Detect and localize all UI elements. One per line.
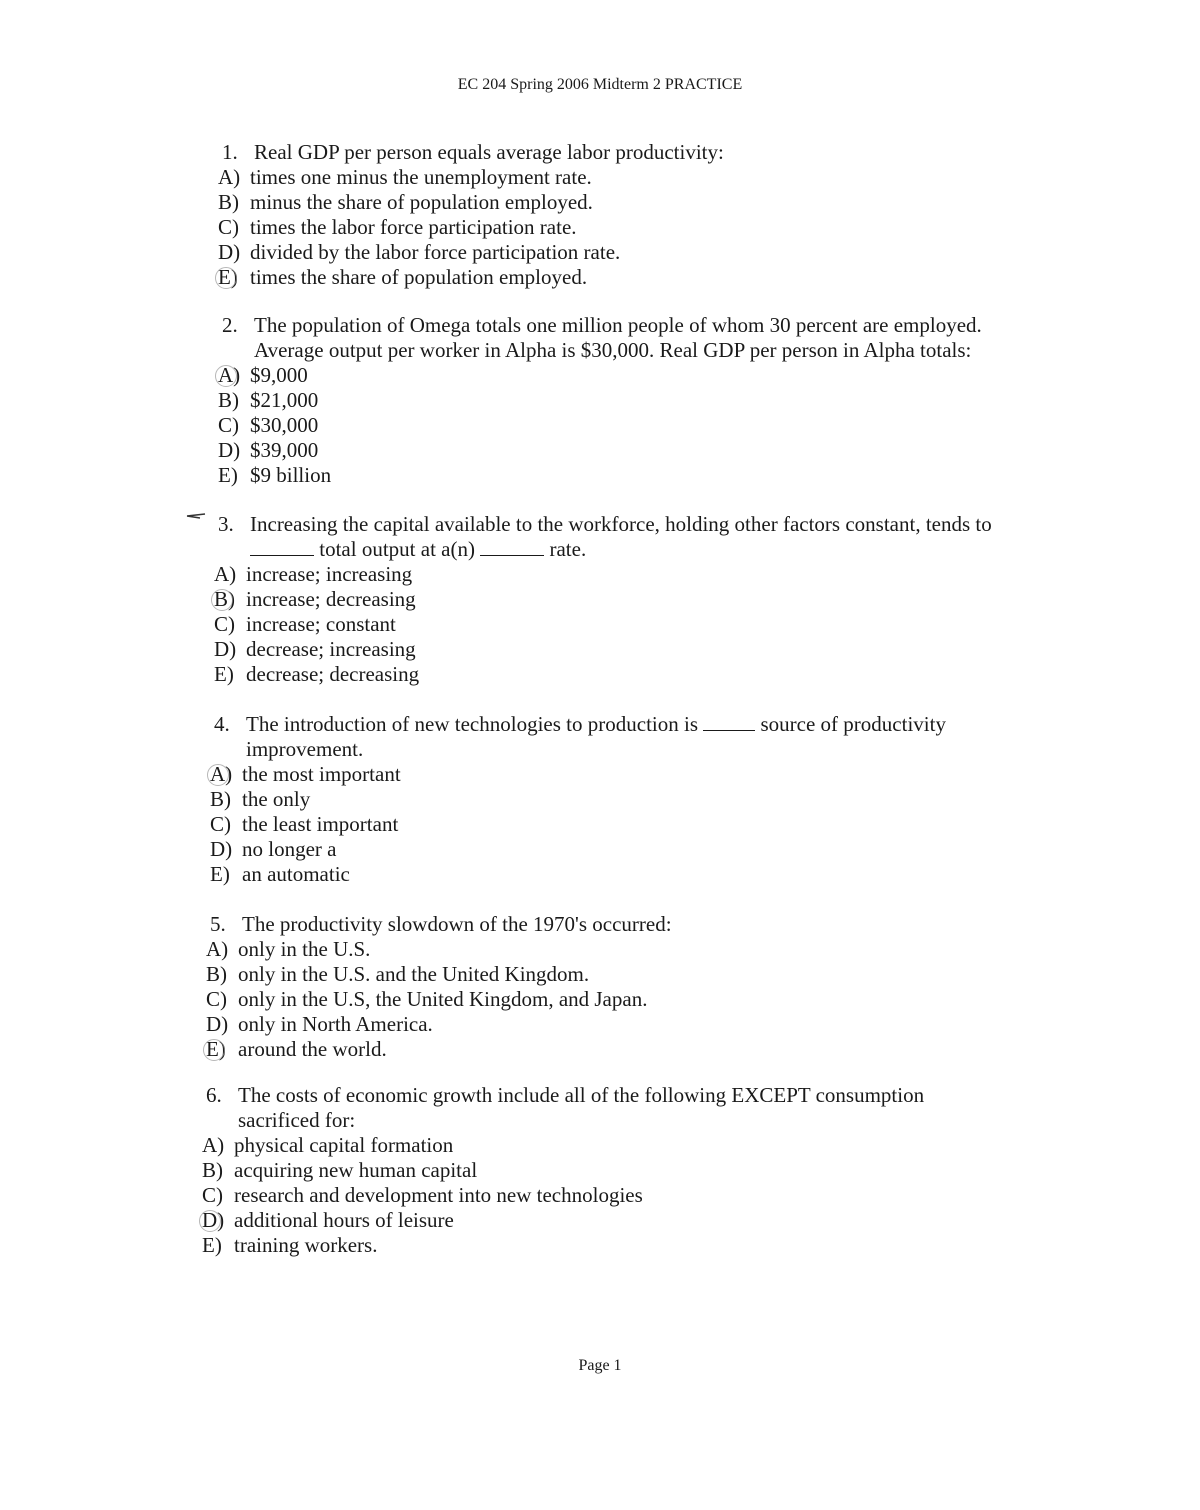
answer-option-e	[218, 463, 1022, 488]
option-letter: C)	[210, 812, 231, 836]
question-3	[214, 512, 1038, 687]
option-letter: D)	[218, 438, 241, 462]
question-text-line-2: sacrificed for:	[238, 1108, 356, 1132]
option-letter-circled: B)	[214, 587, 246, 612]
option-text: $39,000	[250, 438, 319, 462]
option-text: no longer a	[242, 837, 337, 861]
option-letter-circled: A)	[210, 762, 242, 787]
question-stem	[222, 313, 1022, 338]
option-letter: E)	[214, 662, 234, 686]
option-text: only in the U.S, the United Kingdom, and Japan.	[238, 987, 648, 1011]
option-text: an automatic	[242, 862, 350, 886]
question-number: 1.	[222, 140, 238, 164]
question-text-line-1b: source of productivity	[760, 712, 946, 736]
option-text: increase; increasing	[246, 562, 413, 586]
answer-option-b	[218, 388, 1022, 413]
question-stem	[222, 140, 942, 165]
answer-option-a	[218, 363, 1022, 388]
option-text: physical capital formation	[234, 1133, 454, 1157]
question-number: 2.	[222, 313, 238, 337]
option-text: the only	[242, 787, 311, 811]
question-text-line-2: Average output per worker in Alpha is $30,000. Real GDP per person in Alpha totals:	[254, 338, 972, 362]
option-text: $21,000	[250, 388, 319, 412]
option-text: only in the U.S.	[238, 937, 371, 961]
option-text: $9,000	[250, 363, 308, 387]
question-text-line-2a: total output at a(n)	[319, 537, 475, 561]
option-text: times the share of population employed.	[250, 265, 588, 289]
answer-option-b	[206, 962, 930, 987]
answer-option-b	[214, 587, 1038, 612]
answer-option-c	[206, 987, 930, 1012]
option-text: additional hours of leisure	[234, 1208, 454, 1232]
answer-option-e	[214, 662, 1038, 687]
option-letter: A)	[202, 1133, 225, 1157]
question-stem	[218, 512, 1038, 537]
fill-in-blank	[250, 537, 314, 556]
option-text: research and development into new technologies	[234, 1183, 643, 1207]
answer-option-d	[218, 438, 1022, 463]
answer-option-e	[218, 265, 942, 290]
option-letter-circled: E)	[206, 1037, 238, 1062]
option-letter: D)	[210, 837, 233, 861]
option-letter: D)	[214, 637, 237, 661]
option-text: only in the U.S. and the United Kingdom.	[238, 962, 590, 986]
page-header: EC 204 Spring 2006 Midterm 2 PRACTICE	[457, 76, 743, 93]
option-text: $9 billion	[250, 463, 332, 487]
option-letter: D)	[218, 240, 241, 264]
question-5	[206, 912, 930, 1062]
option-text: only in North America.	[238, 1012, 433, 1036]
answer-option-c	[218, 215, 942, 240]
option-text: times the labor force participation rate.	[250, 215, 577, 239]
option-text: increase; decreasing	[246, 587, 416, 611]
answer-option-d	[210, 837, 994, 862]
question-text-line-2: improvement.	[246, 737, 364, 761]
question-stem-cont	[222, 338, 1022, 363]
answer-option-a	[210, 762, 994, 787]
question-text-line-1: Increasing the capital available to the workforce, holding other factors constant, tends to	[250, 512, 992, 536]
question-text-line-1a: The introduction of new technologies to production is	[246, 712, 698, 736]
option-text: decrease; decreasing	[246, 662, 420, 686]
option-letter: D)	[206, 1012, 229, 1036]
answer-option-d	[218, 240, 942, 265]
answer-option-b	[210, 787, 994, 812]
option-letter-circled: E)	[218, 265, 250, 290]
question-number: 3.	[218, 512, 234, 536]
question-text: The productivity slowdown of the 1970's occurred:	[242, 912, 672, 936]
question-stem	[214, 712, 994, 737]
answer-option-d	[214, 637, 1038, 662]
pen-mark-arrow-icon	[186, 512, 206, 518]
question-6	[202, 1083, 966, 1258]
answer-option-b	[218, 190, 942, 215]
answer-option-e	[210, 862, 994, 887]
option-text: minus the share of population employed.	[250, 190, 593, 214]
question-text-line-1: The population of Omega totals one million people of whom 30 percent are employed.	[254, 313, 982, 337]
option-letter: C)	[218, 413, 239, 437]
option-text: acquiring new human capital	[234, 1158, 478, 1182]
answer-option-c	[202, 1183, 966, 1208]
question-stem-cont	[214, 737, 994, 762]
option-letter: B)	[210, 787, 231, 811]
option-letter-circled: A)	[218, 363, 250, 388]
question-text-line-2b: rate.	[549, 537, 587, 561]
option-text: increase; constant	[246, 612, 396, 636]
question-1	[218, 140, 942, 290]
answer-option-c	[210, 812, 994, 837]
option-text: training workers.	[234, 1233, 378, 1257]
option-letter: C)	[206, 987, 227, 1011]
option-letter: A)	[206, 937, 229, 961]
option-letter: C)	[214, 612, 235, 636]
option-letter: E)	[202, 1233, 222, 1257]
answer-option-a	[214, 562, 1038, 587]
option-letter: C)	[218, 215, 239, 239]
question-number: 4.	[214, 712, 230, 736]
option-text: the most important	[242, 762, 401, 786]
answer-option-b	[202, 1158, 966, 1183]
answer-option-a	[218, 165, 942, 190]
answer-option-c	[214, 612, 1038, 637]
option-text: times one minus the unemployment rate.	[250, 165, 592, 189]
option-letter: B)	[218, 388, 239, 412]
answer-option-e	[202, 1233, 966, 1258]
question-2	[218, 313, 1022, 488]
option-letter: B)	[206, 962, 227, 986]
option-text: decrease; increasing	[246, 637, 416, 661]
answer-option-c	[218, 413, 1022, 438]
question-stem-cont	[206, 1108, 966, 1133]
option-letter: B)	[202, 1158, 223, 1182]
question-stem	[210, 912, 930, 937]
page-number: Page 1	[578, 1357, 622, 1374]
option-letter: C)	[202, 1183, 223, 1207]
option-letter-circled: D)	[202, 1208, 234, 1233]
option-text: around the world.	[238, 1037, 387, 1061]
question-number: 6.	[206, 1083, 222, 1107]
question-4	[210, 712, 994, 887]
answer-option-a	[206, 937, 930, 962]
fill-in-blank	[703, 712, 755, 731]
fill-in-blank	[480, 537, 544, 556]
question-number: 5.	[210, 912, 226, 936]
option-letter: B)	[218, 190, 239, 214]
answer-option-d	[202, 1208, 966, 1233]
question-text-line-1: The costs of economic growth include all of the following EXCEPT consumption	[238, 1083, 925, 1107]
question-stem-cont	[218, 537, 1038, 562]
option-letter: E)	[210, 862, 230, 886]
option-text: divided by the labor force participation rate.	[250, 240, 621, 264]
answer-option-e	[206, 1037, 930, 1062]
answer-option-d	[206, 1012, 930, 1037]
question-text: Real GDP per person equals average labor productivity:	[254, 140, 724, 164]
option-letter: A)	[214, 562, 237, 586]
answer-option-a	[202, 1133, 966, 1158]
question-stem	[206, 1083, 966, 1108]
option-letter: A)	[218, 165, 241, 189]
option-text: the least important	[242, 812, 399, 836]
option-letter: E)	[218, 463, 238, 487]
option-text: $30,000	[250, 413, 319, 437]
